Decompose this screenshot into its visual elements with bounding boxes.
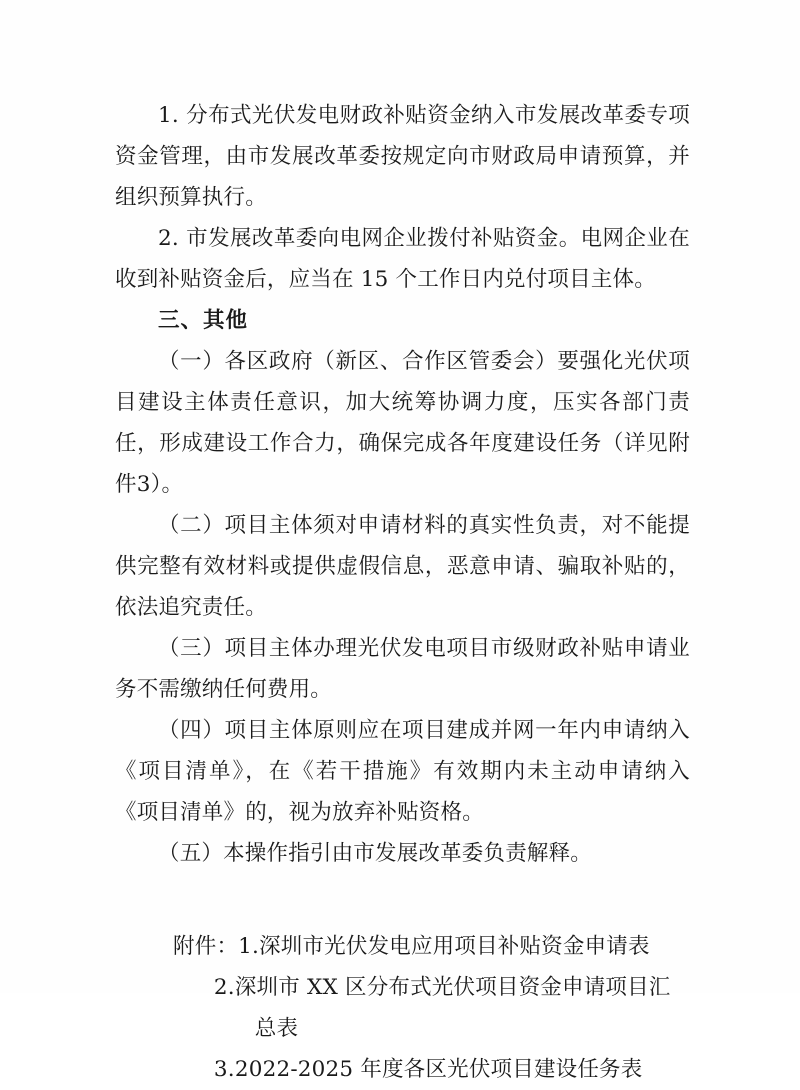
paragraph-5: （三）项目主体办理光伏发电项目市级财政补贴申请业务不需缴纳任何费用。	[115, 636, 690, 702]
document-body	[115, 95, 690, 1090]
attachment-item-3-number: 3.	[213, 1057, 235, 1082]
attachment-item-3	[115, 1049, 690, 1090]
attachment-item-3-text: 2022-2025 年度各区光伏项目建设任务表	[234, 1057, 643, 1082]
paragraph-1: 1. 分布式光伏发电财政补贴资金纳入市发展改革委专项资金管理，由市发展改革委按规定向市财政局申请预算，并组织预算执行。	[115, 103, 690, 210]
attachment-item-2	[115, 967, 690, 1008]
attachment-item-2-number: 2.	[213, 975, 235, 1000]
attachment-item-2-text: 深圳市 XX 区分布式光伏项目资金申请项目汇	[234, 975, 671, 1000]
paragraph-2: 2. 市发展改革委向电网企业拨付补贴资金。电网企业在收到补贴资金后，应当在 15 个工作日内兑付项目主体。	[115, 226, 690, 292]
attachment-item-1-number: 1.	[238, 934, 260, 959]
attachment-first-line	[115, 926, 690, 967]
paragraph-4: （二）项目主体须对申请材料的真实性负责，对不能提供完整有效材料或提供虚假信息，恶意申请、骗取补贴的，依法追究责任。	[115, 513, 690, 620]
attachment-item-1-text: 深圳市光伏发电应用项目补贴资金申请表	[259, 934, 650, 959]
paragraph-7: （五）本操作指引由市发展改革委负责解释。	[158, 841, 593, 866]
paragraph-3: （一）各区政府（新区、合作区管委会）要强化光伏项目建设主体责任意识，加大统筹协调力度，压实各部门责任，形成建设工作合力，确保完成各年度建设任务（详见附件3）。	[115, 349, 690, 497]
attachment-item-2-continuation: 总表	[254, 1016, 299, 1041]
attachment-label: 附件：	[173, 934, 239, 959]
attachment-list	[115, 926, 690, 1090]
paragraph-6: （四）项目主体原则应在项目建成并网一年内申请纳入《项目清单》，在《若干措施》有效期内未主动申请纳入《项目清单》的，视为放弃补贴资格。	[115, 718, 690, 825]
section-heading-other: 三、其他	[158, 308, 249, 333]
